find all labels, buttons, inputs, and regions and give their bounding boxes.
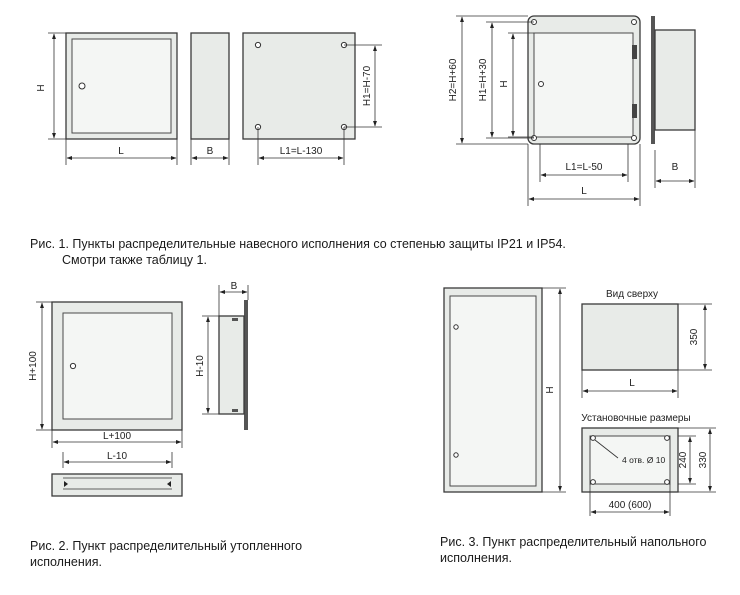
fig1-front-view	[66, 33, 177, 139]
fig2-front-view	[52, 302, 182, 430]
fig3-330-label: 330	[698, 451, 709, 469]
fig1-ip54-h-label: H	[499, 80, 510, 88]
fig1-h1-70-label: H1=H-70	[362, 65, 373, 107]
fig2-h100-dimension	[28, 302, 52, 430]
fig1-l1-130-label: L1=L-130	[279, 146, 323, 157]
fig3-l-label: L	[629, 378, 635, 389]
fig2-h10-label: H-10	[195, 355, 206, 377]
fig1-h-label: H	[36, 84, 47, 92]
fig1-h2-60-label: H2=H+60	[448, 58, 459, 102]
fig3-caption-line2: исполнения.	[440, 551, 512, 565]
fig1-back-view	[243, 33, 382, 165]
fig2-side-view	[195, 281, 248, 430]
fig1-l-label: L	[118, 146, 124, 157]
fig1-ip54-front	[528, 16, 640, 144]
fig1-ip54-b-label: B	[671, 162, 679, 173]
fig2-bottom-view	[52, 474, 182, 496]
fig2-b-label: B	[230, 281, 238, 292]
fig3-top-view-label: Вид сверху	[605, 289, 659, 300]
fig1-h-dimension	[36, 33, 66, 139]
fig1-side-view	[191, 33, 229, 165]
fig2-l10-label: L-10	[106, 451, 128, 462]
fig1-h1-30-dimension	[478, 22, 534, 138]
fig3-front-view	[444, 288, 542, 492]
fig3-350-label: 350	[689, 328, 700, 346]
fig2-caption-line1: Рис. 2. Пункт распределительный утопленного	[30, 539, 303, 553]
fig2-l10-dimension	[63, 451, 172, 468]
fig1-ip54-l-label: L	[581, 186, 587, 197]
fig3-holes-label: 4 отв. Ø 10	[622, 455, 666, 465]
fig3-mount-label: Установочные размеры	[581, 413, 691, 424]
fig3-400-label: 400 (600)	[608, 500, 652, 511]
fig3-h-label: H	[545, 386, 556, 394]
fig3-caption	[440, 534, 735, 566]
fig3-top-view	[582, 304, 712, 398]
fig1-caption-line1: Рис. 1. Пункты распределительные навесного исполнения со степенью защиты IP21 и IP54.	[30, 237, 566, 251]
fig1-ip54-side	[651, 16, 695, 188]
fig2-l100-label: L+100	[102, 431, 132, 442]
fig3-240-label: 240	[678, 451, 689, 469]
fig1-l1-50-dimension	[540, 144, 628, 182]
fig2-h100-label: H+100	[28, 351, 39, 381]
fig1-l1-50-label: L1=L-50	[565, 162, 603, 173]
fig3-caption-line1: Рис. 3. Пункт распределительный напольного	[440, 535, 707, 549]
fig3-h-dimension	[542, 288, 566, 492]
fig1-l-dimension	[66, 139, 177, 165]
fig3-mount-view	[582, 428, 716, 516]
fig1-caption	[30, 236, 720, 268]
fig2-l100-dimension	[52, 430, 182, 448]
fig1-caption-line2: Смотри также таблицу 1.	[62, 253, 207, 267]
fig1-h1-30-label: H1=H+30	[478, 58, 489, 102]
fig2-caption-line2: исполнения.	[30, 555, 102, 569]
fig1-b-label: B	[206, 146, 214, 157]
fig2-caption	[30, 538, 360, 570]
